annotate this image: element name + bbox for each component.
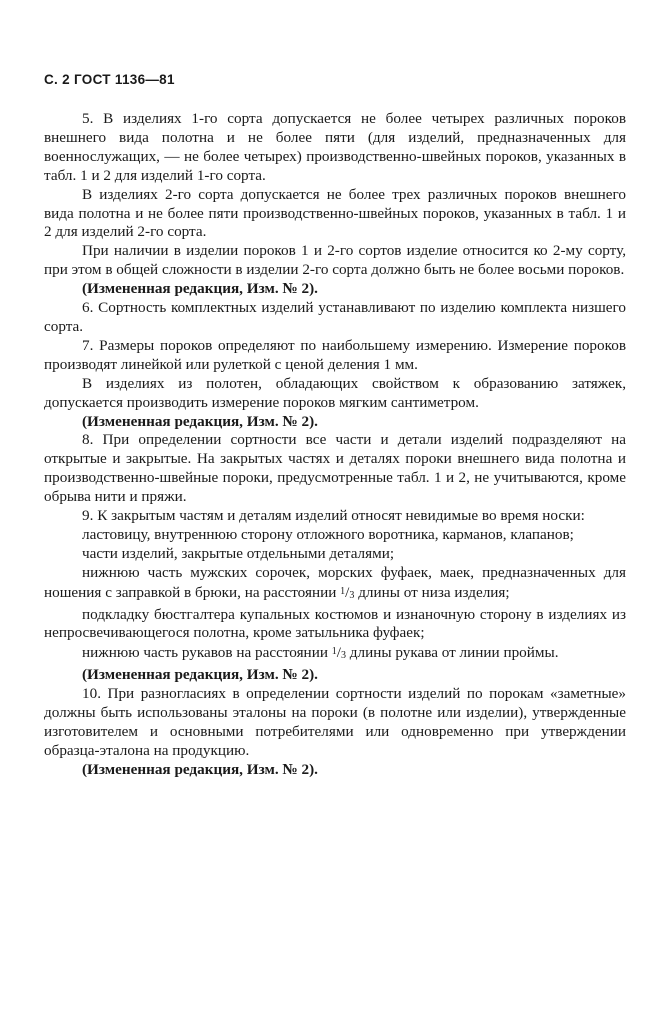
clause-9-item-covered-parts: части изделий, закрытые отдельными деталями; [82,544,395,562]
clause-6: 6. Сортность комплектных изделий устанавливают по изделию комплекта низшего сорта. [44,299,626,335]
amendment-note: (Измененная редакция, Изм. № 2). [82,412,318,430]
clause-8: 8. При определении сортности все части и детали изделий подразделяют на открытые и закрытые. На закрытых частях и деталях пороки внешнего вида полотна и производственно-швейные пороки, предусмотренные табл. 1 и 2, не учитываются, кроме обрыва нити и пряжи. [44,431,626,506]
clause-10: 10. При разногласиях в определении сортности изделий по порокам «заметные» должны быть использованы эталоны на пороки (в полотне или изделии), утвержденные изготовителем и основными потребителями или одновременно при утверждении образца-эталона на продукцию. [44,685,626,759]
clause-9-item-lower-part-text: нижнюю часть мужских сорочек, морских фуфаек, маек, предназначенных для ношения с заправкой в брюки, на расстоянии [44,563,626,601]
clause-7-measurement: 7. Размеры пороков определяют по наибольшему измерению. Измерение пороков производят линейкой или рулеткой с ценой деления 1 мм. [44,336,626,373]
clause-9-item-sleeves-text: нижнюю часть рукавов на расстоянии [82,644,328,662]
clause-9-item-lining: подкладку бюстгалтера купальных костюмов и изнаночную сторону в изделиях из непросвечивающегося полотна, кроме затыльника фуфаек; [44,605,626,642]
amendment-note: (Измененная редакция, Изм. № 2). [82,760,318,778]
clause-5-mixed-defects: При наличии в изделии пороков 1 и 2-го сортов изделие относится ко 2-му сорту, при этом в общей сложности в изделии 2-го сорта должно быть не более восьми пороков. [44,242,626,279]
amendment-note: (Измененная редакция, Изм. № 2). [82,666,318,684]
clause-5-second-grade: В изделиях 2-го сорта допускается не более трех различных пороков внешнего вида полотна и не более пяти производственно-швейных пороков, указанных в табл. 1 и 2 для изделий 2-го сорта. [44,185,626,241]
clause-9: 9. К закрытым частям и деталям изделий относят невидимые во время носки: [82,507,585,525]
clause-9-item-lower-part-end: длины от низа изделия; [358,583,510,601]
clause-9-item-gusset: ластовицу, внутреннюю сторону отложного воротника, карманов, клапанов; [82,525,574,543]
fraction-numerator: 1 [340,585,346,597]
fraction-numerator: 1 [331,646,337,658]
fraction-denominator: 3 [349,589,355,601]
amendment-note: (Измененная редакция, Изм. № 2). [82,280,318,298]
document-body [44,110,626,780]
clause-5-first-grade: 5. В изделиях 1-го сорта допускается не более четырех различных пороков внешнего вида полотна и не более пяти (для изделий, предназначенных для военнослужащих, — не более четырех) производственно-швейных пороков, указанных в табл. 1 и 2 для изделий 1-го сорта. [44,110,626,184]
fraction-denominator: 3 [340,650,346,662]
clause-9-item-lower-part: нижнюю часть мужских сорочек, морских фуфаек, маек, предназначенных для ношения с заправкой в брюки, на расстоянии $^1/_3$ длины от низа изделия; [44,563,626,601]
clause-9-item-sleeves-end: длины рукава от линии проймы. [349,644,559,662]
page-header: С. 2 ГОСТ 1136—81 [44,72,175,87]
clause-7-soft-tape: В изделиях из полотен, обладающих свойством к образованию затяжек, допускается производить измерение пороков мягким сантиметром. [44,374,626,411]
clause-9-item-sleeves: нижнюю часть рукавов на расстоянии $^1/_3$ длины рукава от линии проймы. [82,644,559,662]
